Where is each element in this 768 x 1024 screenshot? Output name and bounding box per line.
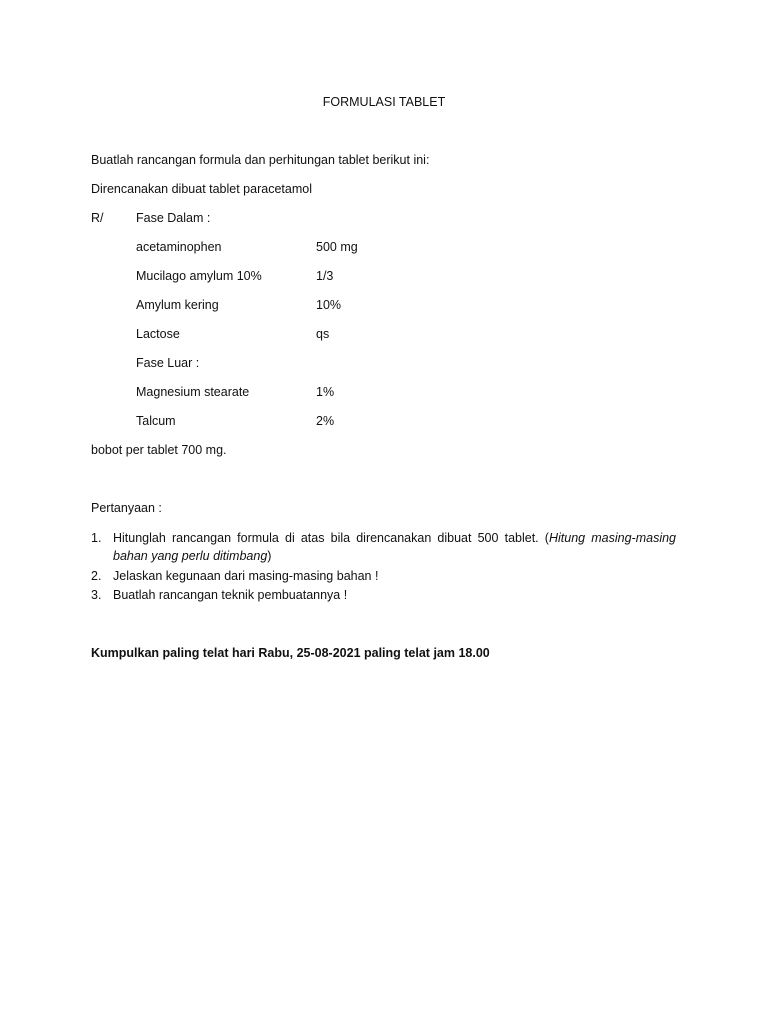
ingredient-amount: 500 mg bbox=[316, 240, 358, 254]
ingredient-name: Lactose bbox=[136, 327, 180, 341]
question-main: Hitunglah rancangan formula di atas bila direncanakan dibuat 500 tablet. bbox=[113, 531, 539, 545]
ingredient-amount: 1/3 bbox=[316, 269, 334, 283]
question-number: 3. bbox=[91, 588, 102, 602]
intro-line-2: Direncanakan dibuat tablet paracetamol bbox=[91, 182, 312, 196]
ingredient-name: acetaminophen bbox=[136, 240, 222, 254]
inner-phase-label: Fase Dalam : bbox=[136, 211, 211, 225]
intro-line-1: Buatlah rancangan formula dan perhitungan tablet berikut ini: bbox=[91, 153, 430, 167]
questions-heading: Pertanyaan : bbox=[91, 501, 162, 515]
question-text: Jelaskan kegunaan dari masing-masing bahan ! bbox=[113, 569, 379, 583]
recipe-marker: R/ bbox=[91, 211, 104, 225]
document-title: FORMULASI TABLET bbox=[322, 95, 446, 109]
ingredient-amount: 10% bbox=[316, 298, 342, 312]
ingredient-name: Magnesium stearate bbox=[136, 385, 250, 399]
ingredient-name: Mucilago amylum 10% bbox=[136, 269, 262, 283]
question-text bbox=[113, 529, 676, 565]
question-italic-note: Hitung masing-masing bahan yang perlu ditimbang bbox=[113, 531, 676, 563]
question-close-paren: ) bbox=[267, 549, 272, 563]
ingredient-name: Amylum kering bbox=[136, 298, 219, 312]
tablet-weight: bobot per tablet 700 mg. bbox=[91, 443, 227, 457]
question-open-paren: ( bbox=[538, 531, 549, 545]
question-text: Buatlah rancangan teknik pembuatannya ! bbox=[113, 588, 348, 602]
ingredient-amount: qs bbox=[316, 327, 330, 341]
ingredient-amount: 2% bbox=[316, 414, 335, 428]
outer-phase-label: Fase Luar : bbox=[136, 356, 200, 370]
question-number: 1. bbox=[91, 531, 102, 545]
ingredient-name: Talcum bbox=[136, 414, 176, 428]
question-number: 2. bbox=[91, 569, 102, 583]
ingredient-amount: 1% bbox=[316, 385, 335, 399]
deadline-note: Kumpulkan paling telat hari Rabu, 25-08-2021 paling telat jam 18.00 bbox=[91, 646, 490, 660]
